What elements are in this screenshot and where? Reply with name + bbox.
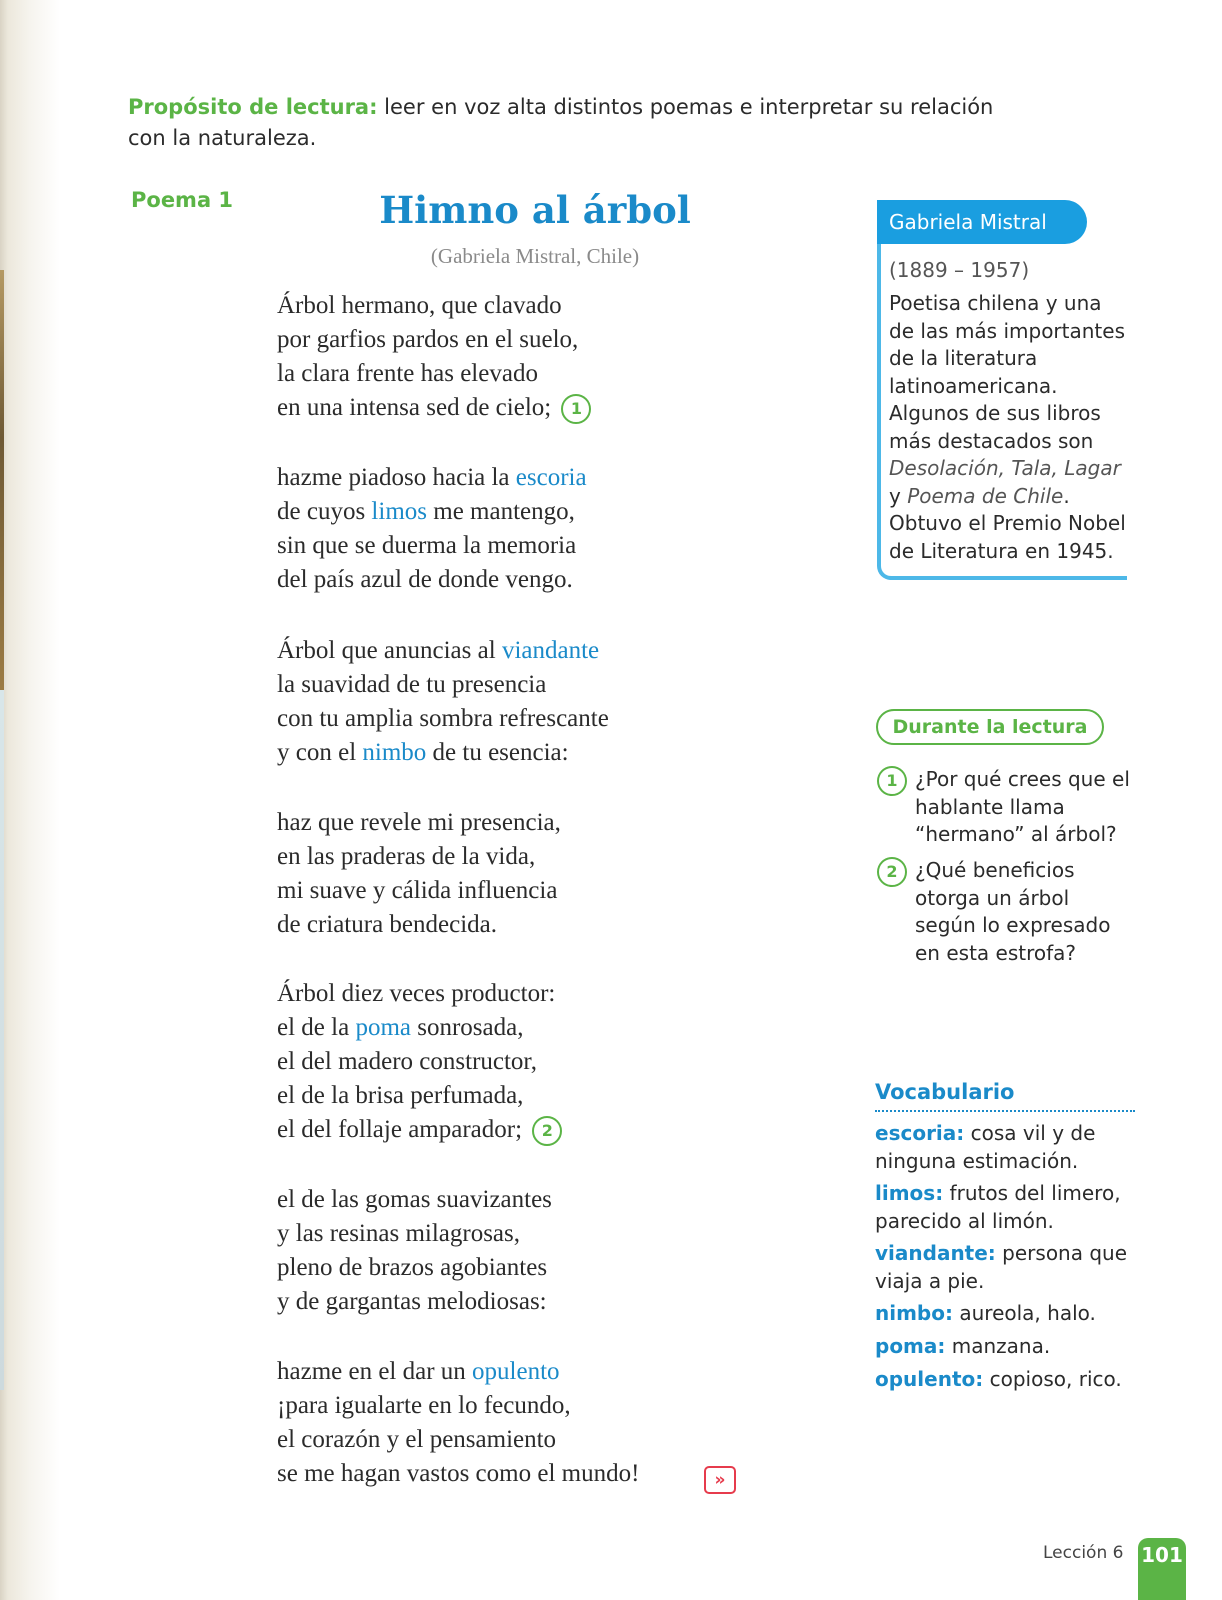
poem-line: ¡para igualarte en lo fecundo,	[277, 1392, 571, 1419]
during-question	[877, 857, 1127, 969]
author-bio-text: . Obtuvo el Premio Nobel de Literatura en 1945.	[889, 483, 1126, 563]
vocabulary-divider	[875, 1110, 1135, 1112]
poem-line: y las resinas milagrosas,	[277, 1220, 521, 1247]
poem-line-text: de cuyos	[277, 498, 372, 525]
vocabulary-entry	[875, 1366, 1140, 1394]
poem-line	[277, 1355, 639, 1389]
question-text: ¿Qué beneficios otorga un árbol según lo expresado en esta estrofa?	[915, 858, 1111, 965]
vocabulary-definition: manzana.	[945, 1334, 1051, 1358]
poem-stanza	[277, 634, 609, 770]
poem-line: haz que revele mi presencia,	[277, 809, 561, 836]
vocabulary-definition: frutos del limero, parecido al limón.	[875, 1181, 1121, 1233]
question-text: ¿Por qué crees que el hablante llama “hermano” al árbol?	[915, 767, 1130, 846]
page-edge-decoration	[0, 270, 4, 690]
poem-line-text: sonrosada,	[410, 1014, 524, 1041]
poem-line-text: el del follaje amparador;	[277, 1116, 523, 1143]
poem-line: se me hagan vastos como el mundo!	[277, 1460, 640, 1487]
poem-title: Himno al árbol	[379, 188, 691, 232]
poem-line: del país azul de donde vengo.	[277, 566, 573, 593]
vocabulary-term: poma:	[875, 1334, 946, 1358]
poem-stanza	[277, 806, 561, 942]
question-marker-2: 2	[532, 1116, 562, 1146]
poem-line-text: de tu esencia:	[426, 739, 569, 766]
vocabulary-term: opulento:	[875, 1367, 984, 1391]
poem-author: (Gabriela Mistral, Chile)	[430, 244, 640, 268]
poem-line: la clara frente has elevado	[277, 360, 538, 387]
vocab-highlight-viandante[interactable]: viandante	[501, 637, 600, 664]
poem-line-text: en una intensa sed de cielo;	[277, 394, 552, 421]
poem-line: el de las gomas suavizantes	[277, 1186, 552, 1213]
reading-purpose	[128, 92, 1008, 154]
vocab-highlight-opulento[interactable]: opulento	[472, 1358, 560, 1385]
poem-line: el corazón y el pensamiento	[277, 1426, 557, 1453]
poem-line-text: el de la	[277, 1014, 356, 1041]
poem-line: mi suave y cálida influencia	[277, 877, 558, 904]
author-bio-books: Desolación, Tala, Lagar	[889, 456, 1121, 480]
vocabulary-term: viandante:	[875, 1241, 996, 1265]
vocab-highlight-limos[interactable]: limos	[371, 498, 427, 525]
during-reading-label: Durante la lectura	[876, 709, 1104, 745]
poem-line: el del madero constructor,	[277, 1048, 538, 1075]
page-edge-decoration	[0, 690, 4, 1390]
double-chevron-right-icon[interactable]: »	[704, 1466, 736, 1494]
poem-line: pleno de brazos agobiantes	[277, 1254, 548, 1281]
question-marker-1: 1	[561, 394, 591, 424]
poem-line	[277, 495, 587, 529]
poem-line: sin que se duerma la memoria	[277, 532, 577, 559]
vocab-highlight-escoria[interactable]: escoria	[515, 464, 587, 491]
poem-line: de criatura bendecida.	[277, 911, 498, 938]
author-bio	[889, 290, 1129, 565]
vocabulary-title: Vocabulario	[875, 1080, 1015, 1104]
poem-line: la suavidad de tu presencia	[277, 671, 547, 698]
lesson-label: Lección 6	[1043, 1543, 1124, 1563]
book-spine-shadow	[0, 0, 60, 1600]
poem-line-text: Árbol que anuncias al	[277, 637, 502, 664]
poem-line	[277, 461, 587, 495]
poem-line: el de la brisa perfumada,	[277, 1082, 524, 1109]
poem-line	[277, 1011, 562, 1045]
during-question	[877, 766, 1130, 850]
vocab-highlight-nimbo[interactable]: nimbo	[362, 739, 427, 766]
poem-line: Árbol diez veces productor:	[277, 980, 556, 1007]
poem-line: Árbol hermano, que clavado	[277, 292, 562, 319]
poem-stanza	[277, 1355, 639, 1491]
author-bio-text: y	[889, 483, 908, 508]
poem-line-text: me mantengo,	[427, 498, 575, 525]
poem-line	[277, 736, 609, 770]
poem-line: y de gargantas melodiosas:	[277, 1288, 547, 1315]
vocabulary-entry	[875, 1333, 1140, 1361]
poem-line-text: hazme en el dar un	[277, 1358, 473, 1385]
poem-stanza	[277, 461, 587, 597]
question-number-badge: 2	[877, 857, 907, 887]
vocabulary-definition: copioso, rico.	[983, 1367, 1122, 1391]
author-bio-books: Poema de Chile	[907, 483, 1064, 508]
vocabulary-definition: aureola, halo.	[953, 1301, 1096, 1325]
poem-line-text: y con el	[277, 739, 363, 766]
poem-line	[277, 634, 609, 668]
author-bio-text: Poetisa chilena y una de las más importantes de la literatura latinoamericana. Algunos de sus libros más destacados son	[889, 291, 1125, 453]
vocabulary-term: nimbo:	[875, 1301, 953, 1325]
vocabulary-term: limos:	[875, 1181, 944, 1205]
poem-line-text: hazme piadoso hacia la	[277, 464, 516, 491]
poem-line: por garfios pardos en el suelo,	[277, 326, 579, 353]
question-number-badge: 1	[877, 766, 907, 796]
author-years: (1889 – 1957)	[889, 258, 1030, 282]
vocabulary-entry	[875, 1300, 1140, 1328]
vocabulary-definition: persona que viaja a pie.	[875, 1241, 1128, 1293]
poem-stanza	[277, 289, 591, 425]
poem-line: en las praderas de la vida,	[277, 843, 536, 870]
vocabulary-definition: cosa vil y de ninguna estimación.	[875, 1121, 1096, 1173]
poem-line: con tu amplia sombra refrescante	[277, 705, 609, 732]
poem-stanza	[277, 1183, 552, 1319]
vocabulary-entry	[875, 1120, 1140, 1175]
vocabulary-term: escoria:	[875, 1121, 965, 1145]
page-number: 101	[1138, 1538, 1186, 1600]
vocabulary-entry	[875, 1180, 1140, 1235]
vocabulary-entry	[875, 1240, 1140, 1295]
poem-line	[277, 1113, 562, 1147]
vocab-highlight-poma[interactable]: poma	[355, 1014, 411, 1041]
reading-purpose-text: leer en voz alta distintos poemas e interpretar su relación con la naturaleza.	[128, 95, 994, 150]
poem-stanza	[277, 977, 562, 1147]
poem-number-label: Poema 1	[131, 188, 234, 212]
poem-line	[277, 391, 591, 425]
author-name-tab: Gabriela Mistral	[877, 200, 1087, 244]
reading-purpose-label: Propósito de lectura:	[128, 95, 378, 119]
